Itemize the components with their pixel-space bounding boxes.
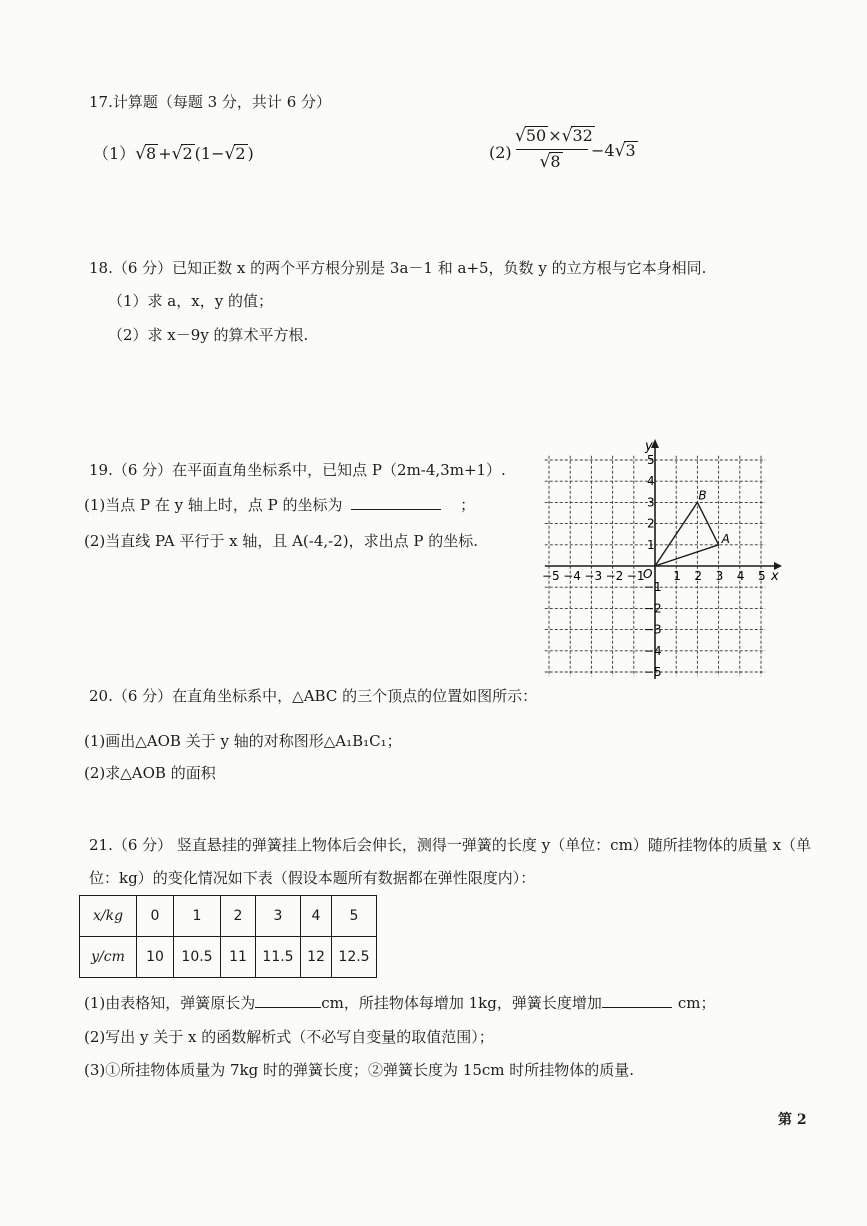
q17-p1-plus: + — [158, 144, 172, 163]
q17-p2-tail: −4√3 — [591, 141, 636, 161]
table-cell: 12.5 — [332, 937, 377, 978]
table-row-y — [80, 937, 377, 978]
table-cell: 3 — [256, 896, 301, 937]
y-tick-label: −2 — [644, 601, 662, 616]
q21-part1-text-a: (1)由表格知，弹簧原长为 — [84, 994, 256, 1012]
q19-part1-end: ； — [460, 496, 476, 514]
y-tick-label: −3 — [644, 622, 662, 637]
q17-p2-fraction-bar — [516, 149, 588, 150]
table-cell: 10 — [137, 937, 174, 978]
q17-title: 17.计算题（每题 3 分，共计 6 分） — [89, 93, 332, 111]
q21-line1: 21.（6 分） 竖直悬挂的弹簧挂上物体后会伸长，测得一弹簧的长度 y（单位：cm）随所挂物体的质量 x（单 — [89, 836, 812, 854]
q21-part1-text-b: cm，所挂物体每增加 1kg，弹簧长度增加 — [321, 994, 602, 1012]
y-tick-label: 5 — [647, 453, 655, 467]
q17-p1-close: ) — [247, 144, 254, 163]
coordinate-graph — [535, 432, 785, 682]
x-axis-label: x — [771, 569, 779, 584]
x-tick-label: −2 — [605, 569, 624, 583]
x-tick-label: −3 — [584, 569, 603, 583]
q20-part2: (2)求△AOB 的面积 — [84, 764, 216, 782]
q17-p2-den: 8 — [550, 152, 561, 171]
x-tick-label: −5 — [542, 569, 560, 583]
triangle-edges — [655, 502, 719, 566]
table-cell: 1 — [174, 896, 221, 937]
point-a-label: A — [721, 531, 730, 546]
q19-title: 19.（6 分）在平面直角坐标系中，已知点 P（2m-4,3m+1）. — [89, 461, 506, 479]
q18-part2: （2）求 x－9y 的算术平方根. — [108, 326, 309, 344]
table-cell: 12 — [301, 937, 332, 978]
spring-data-table — [79, 895, 377, 978]
x-tick-label: 2 — [694, 569, 703, 583]
q21-part1 — [84, 992, 716, 1013]
x-tick-label: −4 — [563, 569, 581, 583]
q21-line2: 位：kg）的变化情况如下表（假设本题所有数据都在弹性限度内）： — [89, 869, 536, 887]
y-tick-label: 4 — [647, 474, 655, 489]
q17-p1-radicand-b: 2 — [182, 144, 193, 163]
table-cell: 10.5 — [174, 937, 221, 978]
table-header-y: y/cm — [80, 937, 137, 978]
q20-title: 20.（6 分）在直角坐标系中，△ABC 的三个顶点的位置如图所示： — [89, 687, 538, 705]
q17-p2-num-a: 50 — [525, 126, 547, 145]
q19-answer-blank[interactable] — [351, 509, 441, 510]
x-tick-label: 4 — [736, 569, 745, 583]
graph-axes — [545, 439, 782, 679]
x-tick-label: 5 — [758, 569, 766, 583]
q19-part1-text: (1)当点 P 在 y 轴上时，点 P 的坐标为 — [84, 496, 343, 514]
q21-part2: (2)写出 y 关于 x 的函数解析式（不必写自变量的取值范围）； — [84, 1028, 494, 1046]
q21-blank-length-increase[interactable] — [602, 1007, 672, 1008]
table-cell: 11.5 — [256, 937, 301, 978]
table-row-x — [80, 896, 377, 937]
q18-title: 18.（6 分）已知正数 x 的两个平方根分别是 3a－1 和 a+5，负数 y 的立方根与它本身相同. — [89, 259, 707, 277]
q21-part3: (3)①所挂物体质量为 7kg 时的弹簧长度；②弹簧长度为 15cm 时所挂物体的质量. — [84, 1061, 635, 1079]
q21-blank-original-length[interactable] — [255, 1007, 321, 1008]
q19-part2: (2)当直线 PA 平行于 x 轴，且 A(-4,-2)，求出点 P 的坐标. — [84, 532, 479, 550]
q17-p2-minus: −4 — [591, 141, 615, 160]
table-cell: 4 — [301, 896, 332, 937]
x-tick-label: 1 — [673, 569, 681, 583]
q17-p1-radicand-c: 2 — [235, 144, 246, 163]
table-cell: 11 — [221, 937, 256, 978]
y-tick-label: −4 — [644, 643, 662, 658]
y-axis-label: y — [645, 439, 653, 454]
q17-p2-denominator: √8 — [539, 152, 561, 172]
q17-p2-num-b: 32 — [572, 126, 593, 145]
q17-p1-radicand-a: 8 — [146, 144, 157, 163]
q21-part1-text-c: cm； — [677, 994, 716, 1012]
q17-p2-numerator: √50 ×√32 — [515, 126, 593, 146]
x-tick-label: 3 — [715, 569, 724, 583]
q20-part1: (1)画出△AOB 关于 y 轴的对称图形△A₁B₁C₁； — [84, 732, 402, 750]
table-header-x: x/kg — [80, 896, 137, 937]
origin-label: O — [643, 567, 653, 581]
table-cell: 2 — [221, 896, 256, 937]
table-cell: 5 — [332, 896, 377, 937]
q18-part1: （1）求 a，x，y 的值； — [108, 292, 273, 310]
q17-p2-end: 3 — [625, 141, 636, 160]
y-tick-label: 3 — [647, 495, 655, 510]
x-tick-label: −1 — [626, 569, 645, 583]
page-number: 第 2 — [778, 1112, 807, 1128]
q17-p1-open: (1− — [194, 144, 225, 163]
q17-part1: （1）√8 +√2 (1−√2 ) — [93, 144, 254, 164]
y-tick-label: 2 — [647, 516, 655, 531]
table-cell: 0 — [137, 896, 174, 937]
y-tick-label: −5 — [644, 665, 662, 679]
q17-p2-times: × — [548, 126, 562, 145]
q17-part1-label: （1） — [93, 144, 136, 163]
q19-part1 — [84, 494, 475, 515]
y-tick-label: −1 — [644, 580, 662, 595]
y-tick-label: 1 — [647, 537, 655, 552]
point-b-label: B — [698, 488, 707, 503]
q17-part2-label: (2) — [489, 143, 512, 162]
